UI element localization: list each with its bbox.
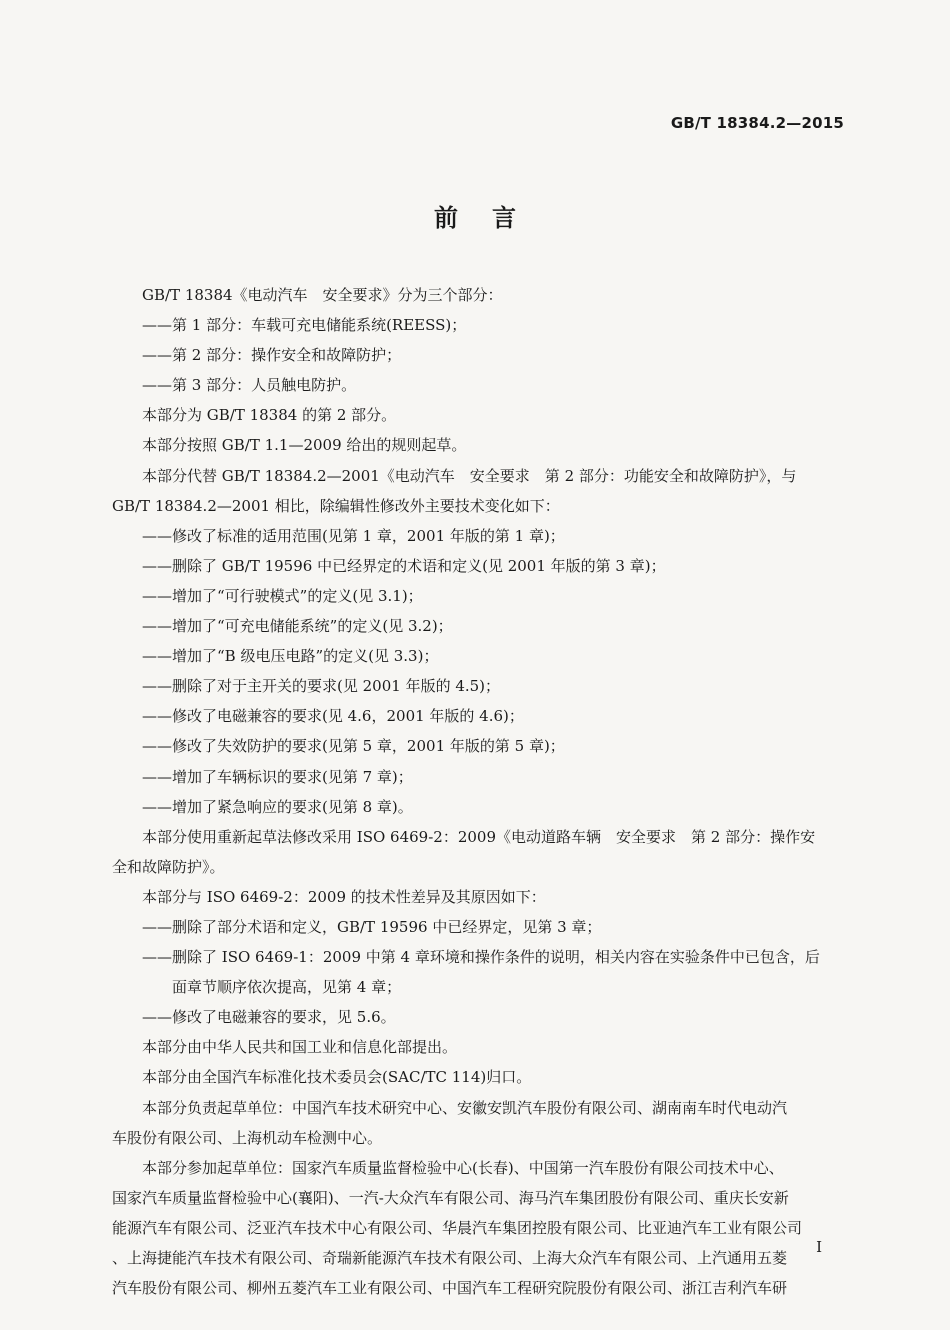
paragraph-line: 车股份有限公司、上海机动车检测中心。 <box>112 1128 383 1147</box>
paragraph-line: 本部分为 GB/T 18384 的第 2 部分。 <box>142 406 397 425</box>
paragraph-line: 、上海捷能汽车技术有限公司、奇瑞新能源汽车技术有限公司、上海大众汽车有限公司、上汽通用五菱 <box>112 1249 788 1267</box>
standard-code: GB/T 18384.2—2015 <box>670 114 844 132</box>
paragraph-line: GB/T 18384《电动汽车 安全要求》分为三个部分： <box>142 286 503 304</box>
foreword-body <box>112 280 848 1303</box>
paragraph-line: 本部分与 ISO 6469-2：2009 的技术性差异及其原因如下： <box>142 887 546 906</box>
list-item: ——增加了“可充电储能系统”的定义(见 3.2)； <box>142 617 453 636</box>
list-item: ——第 2 部分：操作安全和故障防护； <box>142 346 402 365</box>
paragraph-line: 本部分使用重新起草法修改采用 ISO 6469-2：2009《电动道路车辆 安全要求 第 2 部分：操作安 <box>142 827 816 846</box>
list-item: ——修改了电磁兼容的要求，见 5.6。 <box>142 1008 396 1027</box>
list-item: ——增加了车辆标识的要求(见第 7 章)； <box>142 767 413 786</box>
list-item: ——第 1 部分：车载可充电储能系统(REESS)； <box>142 316 467 335</box>
paragraph-line: 国家汽车质量监督检验中心(襄阳)、一汽-大众汽车有限公司、海马汽车集团股份有限公司、重庆长安新 <box>112 1188 789 1207</box>
list-item: ——增加了紧急响应的要求(见第 8 章)。 <box>142 797 413 816</box>
list-item: 面章节顺序依次提高，见第 4 章； <box>172 978 402 997</box>
page-number: I <box>816 1238 822 1256</box>
list-item: ——删除了 GB/T 19596 中已经界定的术语和定义(见 2001 年版的第 3 章)； <box>142 556 666 575</box>
paragraph-line: 本部分负责起草单位：中国汽车技术研究中心、安徽安凯汽车股份有限公司、湖南南车时代电动汽 <box>142 1098 788 1117</box>
list-item: ——删除了对于主开关的要求(见 2001 年版的 4.5)； <box>142 677 501 696</box>
paragraph-line: 能源汽车有限公司、泛亚汽车技术中心有限公司、华晨汽车集团控股有限公司、比亚迪汽车工业有限公司 <box>112 1218 803 1237</box>
list-item: ——删除了部分术语和定义，GB/T 19596 中已经界定，见第 3 章； <box>142 917 602 936</box>
list-item: ——第 3 部分：人员触电防护。 <box>142 376 357 395</box>
list-item: ——修改了电磁兼容的要求(见 4.6，2001 年版的 4.6)； <box>142 707 524 726</box>
list-item: ——增加了“B 级电压电路”的定义(见 3.3)； <box>142 647 439 666</box>
paragraph-line: 汽车股份有限公司、柳州五菱汽车工业有限公司、中国汽车工程研究院股份有限公司、浙江吉利汽车研 <box>112 1279 788 1298</box>
paragraph-line: GB/T 18384.2—2001 相比，除编辑性修改外主要技术变化如下： <box>112 496 560 515</box>
paragraph-line: 本部分由全国汽车标准化技术委员会(SAC/TC 114)归口。 <box>142 1068 532 1087</box>
page-title <box>0 198 950 233</box>
paragraph-line: 全和故障防护》。 <box>112 857 225 876</box>
list-item: ——删除了 ISO 6469-1：2009 中第 4 章环境和操作条件的说明，相关内容在实验条件中已包含，后 <box>142 948 820 967</box>
paragraph-line: 本部分代替 GB/T 18384.2—2001《电动汽车 安全要求 第 2 部分：功能安全和故障防护》，与 <box>142 466 797 485</box>
paragraph-line: 本部分按照 GB/T 1.1—2009 给出的规则起草。 <box>142 436 467 455</box>
list-item: ——修改了标准的适用范围(见第 1 章，2001 年版的第 1 章)； <box>142 526 565 545</box>
page-title-text: 前言 <box>434 204 550 232</box>
paragraph-line: 本部分由中华人民共和国工业和信息化部提出。 <box>142 1038 458 1057</box>
paragraph-line: 本部分参加起草单位：国家汽车质量监督检验中心(长春)、中国第一汽车股份有限公司技术中心、 <box>142 1158 784 1177</box>
list-item: ——修改了失效防护的要求(见第 5 章，2001 年版的第 5 章)； <box>142 737 565 756</box>
list-item: ——增加了“可行驶模式”的定义(见 3.1)； <box>142 586 423 605</box>
